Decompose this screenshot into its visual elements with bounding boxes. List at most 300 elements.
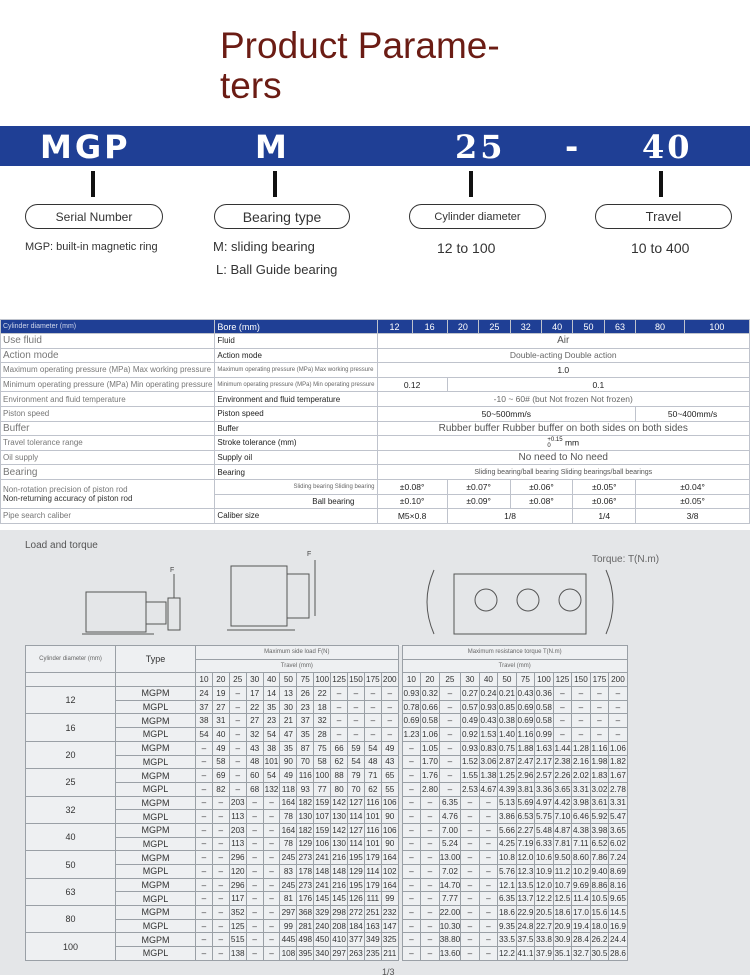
side-load-cell: – bbox=[263, 851, 280, 865]
torque-cell: 11.2 bbox=[553, 865, 572, 879]
side-load-cell: 450 bbox=[314, 933, 331, 947]
torque-cell: 0.69 bbox=[402, 714, 421, 728]
value-cell: 1/4 bbox=[573, 509, 636, 524]
side-load-cell: 32 bbox=[246, 728, 263, 742]
torque-cell: – bbox=[439, 755, 461, 769]
torque-cell: – bbox=[402, 837, 421, 851]
value-cell: ±0.07° bbox=[447, 479, 510, 494]
side-load-cell: 130 bbox=[331, 837, 348, 851]
torque-cell: – bbox=[439, 741, 461, 755]
header-cell: Maximum resistance torque T(N.m) bbox=[402, 646, 627, 660]
side-load-cell: – bbox=[348, 700, 365, 714]
row-label: Piston speed bbox=[215, 406, 377, 421]
bore-cell: 50 bbox=[573, 320, 604, 334]
row-label: Travel tolerance range bbox=[1, 436, 215, 451]
torque-cell: 0.43 bbox=[516, 687, 535, 701]
side-load-cell: 70 bbox=[297, 755, 314, 769]
torque-cell: – bbox=[402, 919, 421, 933]
table-row bbox=[1, 363, 750, 378]
side-load-cell: – bbox=[246, 851, 263, 865]
torque-cell: – bbox=[421, 823, 440, 837]
cylinder-diameter-cell: 32 bbox=[26, 796, 116, 823]
torque-cell: 7.10 bbox=[553, 810, 572, 824]
table-row bbox=[1, 509, 750, 524]
side-load-cell: – bbox=[212, 933, 229, 947]
torque-cell: – bbox=[421, 906, 440, 920]
side-load-cell: – bbox=[246, 906, 263, 920]
row-label: Bearing bbox=[1, 465, 215, 480]
table-row bbox=[26, 823, 628, 837]
side-load-cell: – bbox=[246, 947, 263, 961]
cylinder-diameter-cell: 25 bbox=[26, 769, 116, 796]
side-load-cell: 251 bbox=[364, 906, 381, 920]
bore-cell: 32 bbox=[510, 320, 541, 334]
side-load-cell: – bbox=[246, 892, 263, 906]
side-load-cell: 129 bbox=[348, 865, 365, 879]
torque-cell: – bbox=[421, 947, 440, 961]
side-load-cell: 68 bbox=[246, 782, 263, 796]
side-load-cell: 66 bbox=[331, 741, 348, 755]
torque-cell: 18.6 bbox=[553, 906, 572, 920]
torque-cell: 10.2 bbox=[572, 865, 591, 879]
side-load-cell: – bbox=[331, 700, 348, 714]
side-load-cell: – bbox=[246, 823, 263, 837]
side-load-cell: 113 bbox=[229, 837, 246, 851]
type-cell: MGPM bbox=[116, 851, 196, 865]
row-label: Action mode bbox=[1, 348, 215, 363]
side-load-cell: 164 bbox=[381, 851, 398, 865]
torque-cell: 1.70 bbox=[421, 755, 440, 769]
row-label: Ball bearing bbox=[215, 494, 377, 509]
rotation-label: Non-rotation precision of piston rod bbox=[3, 485, 128, 495]
side-load-cell: 498 bbox=[297, 933, 314, 947]
side-load-cell: 182 bbox=[297, 796, 314, 810]
side-load-cell: 296 bbox=[229, 851, 246, 865]
torque-cell: – bbox=[402, 810, 421, 824]
torque-cell: 30.5 bbox=[590, 947, 609, 961]
side-load-cell: 27 bbox=[246, 714, 263, 728]
side-load-cell: 106 bbox=[381, 823, 398, 837]
value-cell: ±0.05° bbox=[573, 479, 636, 494]
torque-cell: 9.40 bbox=[590, 865, 609, 879]
side-load-cell: – bbox=[348, 714, 365, 728]
side-load-cell: – bbox=[229, 687, 246, 701]
torque-cell: – bbox=[461, 919, 480, 933]
row-label: Maximum operating pressure (MPa) Max working pressure bbox=[1, 363, 215, 378]
side-load-cell: 70 bbox=[348, 782, 365, 796]
side-load-cell: 21 bbox=[280, 714, 297, 728]
torque-cell: – bbox=[402, 933, 421, 947]
side-load-cell: 101 bbox=[364, 837, 381, 851]
torque-cell: 0.69 bbox=[516, 700, 535, 714]
side-load-cell: 37 bbox=[196, 700, 213, 714]
torque-cell: 5.47 bbox=[609, 810, 628, 824]
side-load-cell: – bbox=[263, 919, 280, 933]
header-cell: Bore (mm) bbox=[215, 320, 377, 334]
side-load-cell: 208 bbox=[331, 919, 348, 933]
travel-cell: 150 bbox=[348, 673, 365, 687]
torque-cell: 0.66 bbox=[421, 700, 440, 714]
side-load-cell: 325 bbox=[381, 933, 398, 947]
side-load-cell: 47 bbox=[280, 728, 297, 742]
table-header-row bbox=[26, 673, 628, 687]
header-cell: Cylinder diameter (mm) bbox=[26, 646, 116, 673]
torque-cell: 0.92 bbox=[461, 728, 480, 742]
side-load-cell: 117 bbox=[229, 892, 246, 906]
torque-cell: 28.6 bbox=[609, 947, 628, 961]
side-load-cell: 100 bbox=[314, 769, 331, 783]
torque-cell: 0.24 bbox=[479, 687, 498, 701]
torque-cell: – bbox=[421, 919, 440, 933]
torque-cell: 1.63 bbox=[535, 741, 554, 755]
side-load-cell: 179 bbox=[364, 851, 381, 865]
travel-cell: 100 bbox=[314, 673, 331, 687]
side-load-cell: – bbox=[263, 837, 280, 851]
row-label: Supply oil bbox=[215, 450, 377, 465]
side-load-cell: 62 bbox=[364, 782, 381, 796]
travel-cell: 50 bbox=[498, 673, 517, 687]
bore-cell: 100 bbox=[684, 320, 749, 334]
torque-cell: 0.93 bbox=[479, 700, 498, 714]
side-load-cell: 101 bbox=[263, 755, 280, 769]
side-load-cell: 195 bbox=[348, 851, 365, 865]
side-load-cell: 241 bbox=[314, 851, 331, 865]
torque-cell: 17.0 bbox=[572, 906, 591, 920]
travel-cell: 175 bbox=[364, 673, 381, 687]
side-load-cell: 147 bbox=[381, 919, 398, 933]
header-cell: Type bbox=[116, 646, 196, 673]
side-load-cell: 19 bbox=[212, 687, 229, 701]
torque-cell: – bbox=[553, 700, 572, 714]
type-cell: MGPM bbox=[116, 769, 196, 783]
table-row bbox=[26, 741, 628, 755]
torque-cell: – bbox=[479, 810, 498, 824]
row-label: Environment and fluid temperature bbox=[1, 392, 215, 407]
side-load-cell: 296 bbox=[229, 878, 246, 892]
side-load-cell: 54 bbox=[196, 728, 213, 742]
table-row bbox=[26, 728, 628, 742]
side-load-cell: 107 bbox=[314, 810, 331, 824]
torque-cell: 5.24 bbox=[439, 837, 461, 851]
torque-cell: 35.1 bbox=[553, 947, 572, 961]
torque-cell: 26.2 bbox=[590, 933, 609, 947]
label-serial: Serial Number bbox=[25, 204, 163, 229]
torque-cell: – bbox=[461, 878, 480, 892]
side-load-cell: – bbox=[263, 906, 280, 920]
parameter-table bbox=[0, 319, 750, 524]
side-load-cell: – bbox=[196, 837, 213, 851]
note-bearing-l: L: Ball Guide bearing bbox=[216, 262, 338, 277]
torque-cell: 0.83 bbox=[479, 741, 498, 755]
torque-cell: – bbox=[402, 851, 421, 865]
table-header-row bbox=[1, 320, 750, 334]
table-row bbox=[26, 892, 628, 906]
torque-cell: 1.53 bbox=[479, 728, 498, 742]
side-load-cell: – bbox=[381, 700, 398, 714]
torque-cell: 3.65 bbox=[609, 823, 628, 837]
torque-cell: – bbox=[402, 947, 421, 961]
connector-line bbox=[91, 171, 95, 197]
torque-cell: – bbox=[421, 796, 440, 810]
side-load-cell: – bbox=[263, 823, 280, 837]
note-travel: 10 to 400 bbox=[631, 240, 690, 256]
torque-cell: 11.4 bbox=[572, 892, 591, 906]
table-row bbox=[26, 782, 628, 796]
table-row bbox=[26, 796, 628, 810]
torque-cell: 3.36 bbox=[535, 782, 554, 796]
torque-cell: 13.5 bbox=[516, 878, 535, 892]
torque-cell: – bbox=[461, 947, 480, 961]
torque-cell: – bbox=[609, 687, 628, 701]
side-load-cell: – bbox=[263, 796, 280, 810]
side-load-diagram bbox=[80, 552, 200, 642]
torque-cell: 2.78 bbox=[609, 782, 628, 796]
side-load-cell: – bbox=[196, 892, 213, 906]
torque-cell: – bbox=[461, 892, 480, 906]
torque-cell: – bbox=[421, 892, 440, 906]
side-load-cell: 178 bbox=[297, 865, 314, 879]
side-load-cell: – bbox=[196, 796, 213, 810]
torque-cell: 37.5 bbox=[516, 933, 535, 947]
side-load-cell: 62 bbox=[331, 755, 348, 769]
table-row bbox=[26, 769, 628, 783]
torque-cell: 2.96 bbox=[516, 769, 535, 783]
torque-cell: 3.31 bbox=[609, 796, 628, 810]
label-travel: Travel bbox=[595, 204, 732, 229]
torque-cell: 13.7 bbox=[516, 892, 535, 906]
torque-cell: 0.32 bbox=[421, 687, 440, 701]
value-cell: ±0.09° bbox=[447, 494, 510, 509]
torque-cell: 2.02 bbox=[572, 769, 591, 783]
torque-cell: 1.06 bbox=[609, 741, 628, 755]
side-load-cell: – bbox=[229, 769, 246, 783]
side-load-cell: 130 bbox=[297, 810, 314, 824]
side-load-cell: – bbox=[263, 878, 280, 892]
side-load-cell: – bbox=[229, 714, 246, 728]
torque-cell: 1.23 bbox=[402, 728, 421, 742]
side-load-cell: 13 bbox=[280, 687, 297, 701]
side-load-cell: 410 bbox=[331, 933, 348, 947]
table-row bbox=[1, 465, 750, 480]
torque-cell: 32.7 bbox=[572, 947, 591, 961]
side-load-cell: 49 bbox=[381, 741, 398, 755]
cylinder-diameter-cell: 50 bbox=[26, 851, 116, 878]
torque-cell: – bbox=[402, 782, 421, 796]
table-row bbox=[1, 377, 750, 392]
side-load-cell: 129 bbox=[297, 837, 314, 851]
torque-cell: 1.16 bbox=[590, 741, 609, 755]
cylinder-diameter-cell: 80 bbox=[26, 906, 116, 933]
torque-cell: – bbox=[461, 865, 480, 879]
connector-line bbox=[273, 171, 277, 197]
travel-cell: 10 bbox=[402, 673, 421, 687]
side-load-cell: – bbox=[246, 878, 263, 892]
torque-cell: 4.67 bbox=[479, 782, 498, 796]
torque-cell: – bbox=[572, 714, 591, 728]
side-load-cell: – bbox=[196, 933, 213, 947]
bore-cell: 12 bbox=[377, 320, 412, 334]
value-cell: 0.12 bbox=[377, 377, 447, 392]
torque-cell: 4.42 bbox=[553, 796, 572, 810]
side-load-cell: – bbox=[196, 782, 213, 796]
travel-cell: 20 bbox=[212, 673, 229, 687]
torque-cell: – bbox=[421, 878, 440, 892]
travel-cell: 125 bbox=[331, 673, 348, 687]
torque-cell: – bbox=[402, 892, 421, 906]
side-load-cell: 445 bbox=[280, 933, 297, 947]
travel-cell: 150 bbox=[572, 673, 591, 687]
side-load-cell: 14 bbox=[263, 687, 280, 701]
side-load-cell: 35 bbox=[263, 700, 280, 714]
type-cell: MGPL bbox=[116, 810, 196, 824]
side-load-cell: 54 bbox=[263, 728, 280, 742]
torque-cell: – bbox=[461, 837, 480, 851]
torque-cell: 0.99 bbox=[535, 728, 554, 742]
side-load-cell: 58 bbox=[212, 755, 229, 769]
side-load-cell: – bbox=[263, 933, 280, 947]
torque-cell: 0.75 bbox=[498, 741, 517, 755]
torque-cell: 1.05 bbox=[421, 741, 440, 755]
side-load-cell: 132 bbox=[263, 782, 280, 796]
torque-cell: 3.81 bbox=[516, 782, 535, 796]
torque-cell: 10.9 bbox=[535, 865, 554, 879]
side-load-cell: 93 bbox=[297, 782, 314, 796]
torque-cell: 2.47 bbox=[516, 755, 535, 769]
torque-cell: 8.60 bbox=[572, 851, 591, 865]
torque-cell: – bbox=[609, 700, 628, 714]
side-load-cell: – bbox=[212, 892, 229, 906]
side-load-cell: – bbox=[229, 700, 246, 714]
table-row bbox=[1, 421, 750, 436]
value-cell: ±0.08° bbox=[510, 494, 573, 509]
side-load-cell: 43 bbox=[381, 755, 398, 769]
torque-cell: – bbox=[439, 700, 461, 714]
torque-cell: 12.5 bbox=[553, 892, 572, 906]
torque-cell: 1.83 bbox=[590, 769, 609, 783]
side-load-cell: 22 bbox=[314, 687, 331, 701]
side-load-cell: 127 bbox=[348, 796, 365, 810]
table-row bbox=[26, 933, 628, 947]
torque-cell: 7.77 bbox=[439, 892, 461, 906]
torque-cell: 2.87 bbox=[498, 755, 517, 769]
side-load-cell: – bbox=[212, 796, 229, 810]
side-load-cell: – bbox=[212, 865, 229, 879]
side-load-cell: – bbox=[364, 714, 381, 728]
side-load-cell: 106 bbox=[314, 837, 331, 851]
side-load-cell: 106 bbox=[381, 796, 398, 810]
torque-cell: 24.8 bbox=[516, 919, 535, 933]
torque-cell: – bbox=[572, 728, 591, 742]
cylinder-diameter-cell: 20 bbox=[26, 741, 116, 768]
side-load-cell: 30 bbox=[280, 700, 297, 714]
side-load-cell: 90 bbox=[381, 837, 398, 851]
torque-cell: 1.44 bbox=[553, 741, 572, 755]
rotation-label-alt: Non-returning accuracy of piston rod bbox=[3, 494, 133, 504]
torque-cell: – bbox=[479, 919, 498, 933]
torque-cell: – bbox=[590, 687, 609, 701]
type-cell: MGPM bbox=[116, 878, 196, 892]
travel-cell: 75 bbox=[297, 673, 314, 687]
torque-cell: 30.9 bbox=[553, 933, 572, 947]
torque-cell: 6.52 bbox=[590, 837, 609, 851]
side-load-cell: – bbox=[246, 865, 263, 879]
value-cell: ±0.04° bbox=[636, 479, 750, 494]
side-load-cell: 159 bbox=[314, 796, 331, 810]
torque-cell: – bbox=[461, 933, 480, 947]
side-load-cell: 102 bbox=[381, 865, 398, 879]
type-cell: MGPL bbox=[116, 865, 196, 879]
load-torque-title: Load and torque bbox=[25, 540, 98, 551]
table-row bbox=[26, 714, 628, 728]
table-row bbox=[1, 406, 750, 421]
torque-cell: 1.98 bbox=[590, 755, 609, 769]
side-load-cell: – bbox=[381, 714, 398, 728]
torque-cell: 7.24 bbox=[609, 851, 628, 865]
torque-cell: 24.4 bbox=[609, 933, 628, 947]
side-load-cell: – bbox=[246, 919, 263, 933]
type-cell: MGPL bbox=[116, 837, 196, 851]
torque-cell: 6.33 bbox=[535, 837, 554, 851]
side-load-cell: – bbox=[229, 728, 246, 742]
side-load-cell: 203 bbox=[229, 796, 246, 810]
torque-cell: 12.2 bbox=[498, 947, 517, 961]
header-cell bbox=[116, 673, 196, 687]
side-load-cell: 184 bbox=[348, 919, 365, 933]
side-load-cell: 340 bbox=[314, 947, 331, 961]
torque-cell: 6.53 bbox=[516, 810, 535, 824]
torque-cell: 6.02 bbox=[609, 837, 628, 851]
torque-cell: – bbox=[439, 782, 461, 796]
side-load-cell: 273 bbox=[297, 878, 314, 892]
side-load-cell: 114 bbox=[348, 810, 365, 824]
side-load-cell: – bbox=[263, 892, 280, 906]
torque-cell: 4.76 bbox=[439, 810, 461, 824]
side-load-cell: 116 bbox=[364, 796, 381, 810]
torque-cell: 2.57 bbox=[535, 769, 554, 783]
type-cell: MGPL bbox=[116, 947, 196, 961]
side-load-cell: – bbox=[196, 947, 213, 961]
torque-cell: 10.8 bbox=[498, 851, 517, 865]
side-load-cell: 240 bbox=[314, 919, 331, 933]
torque-cell: – bbox=[421, 837, 440, 851]
table-row bbox=[1, 436, 750, 451]
side-load-cell: – bbox=[212, 906, 229, 920]
row-label: Bearing bbox=[215, 465, 377, 480]
torque-cell: 5.13 bbox=[498, 796, 517, 810]
travel-cell: 30 bbox=[461, 673, 480, 687]
torque-cell: 1.06 bbox=[421, 728, 440, 742]
side-load-cell: 80 bbox=[331, 782, 348, 796]
torque-cell: 5.66 bbox=[498, 823, 517, 837]
torque-cell: 1.76 bbox=[421, 769, 440, 783]
type-cell: MGPL bbox=[116, 782, 196, 796]
value-cell: Air bbox=[377, 334, 750, 349]
torque-cell: 0.36 bbox=[535, 687, 554, 701]
bore-cell: 63 bbox=[604, 320, 635, 334]
torque-cell: 10.5 bbox=[590, 892, 609, 906]
torque-cell: 5.69 bbox=[516, 796, 535, 810]
side-load-cell: 99 bbox=[381, 892, 398, 906]
row-label: Use fluid bbox=[1, 334, 215, 349]
side-load-cell: 211 bbox=[381, 947, 398, 961]
table-row bbox=[26, 906, 628, 920]
table-row bbox=[26, 919, 628, 933]
side-load-cell: 17 bbox=[246, 687, 263, 701]
torque-cell: 14.70 bbox=[439, 878, 461, 892]
torque-cell: 33.8 bbox=[535, 933, 554, 947]
tolerance-unit: mm bbox=[564, 437, 580, 448]
side-load-cell: 120 bbox=[229, 865, 246, 879]
